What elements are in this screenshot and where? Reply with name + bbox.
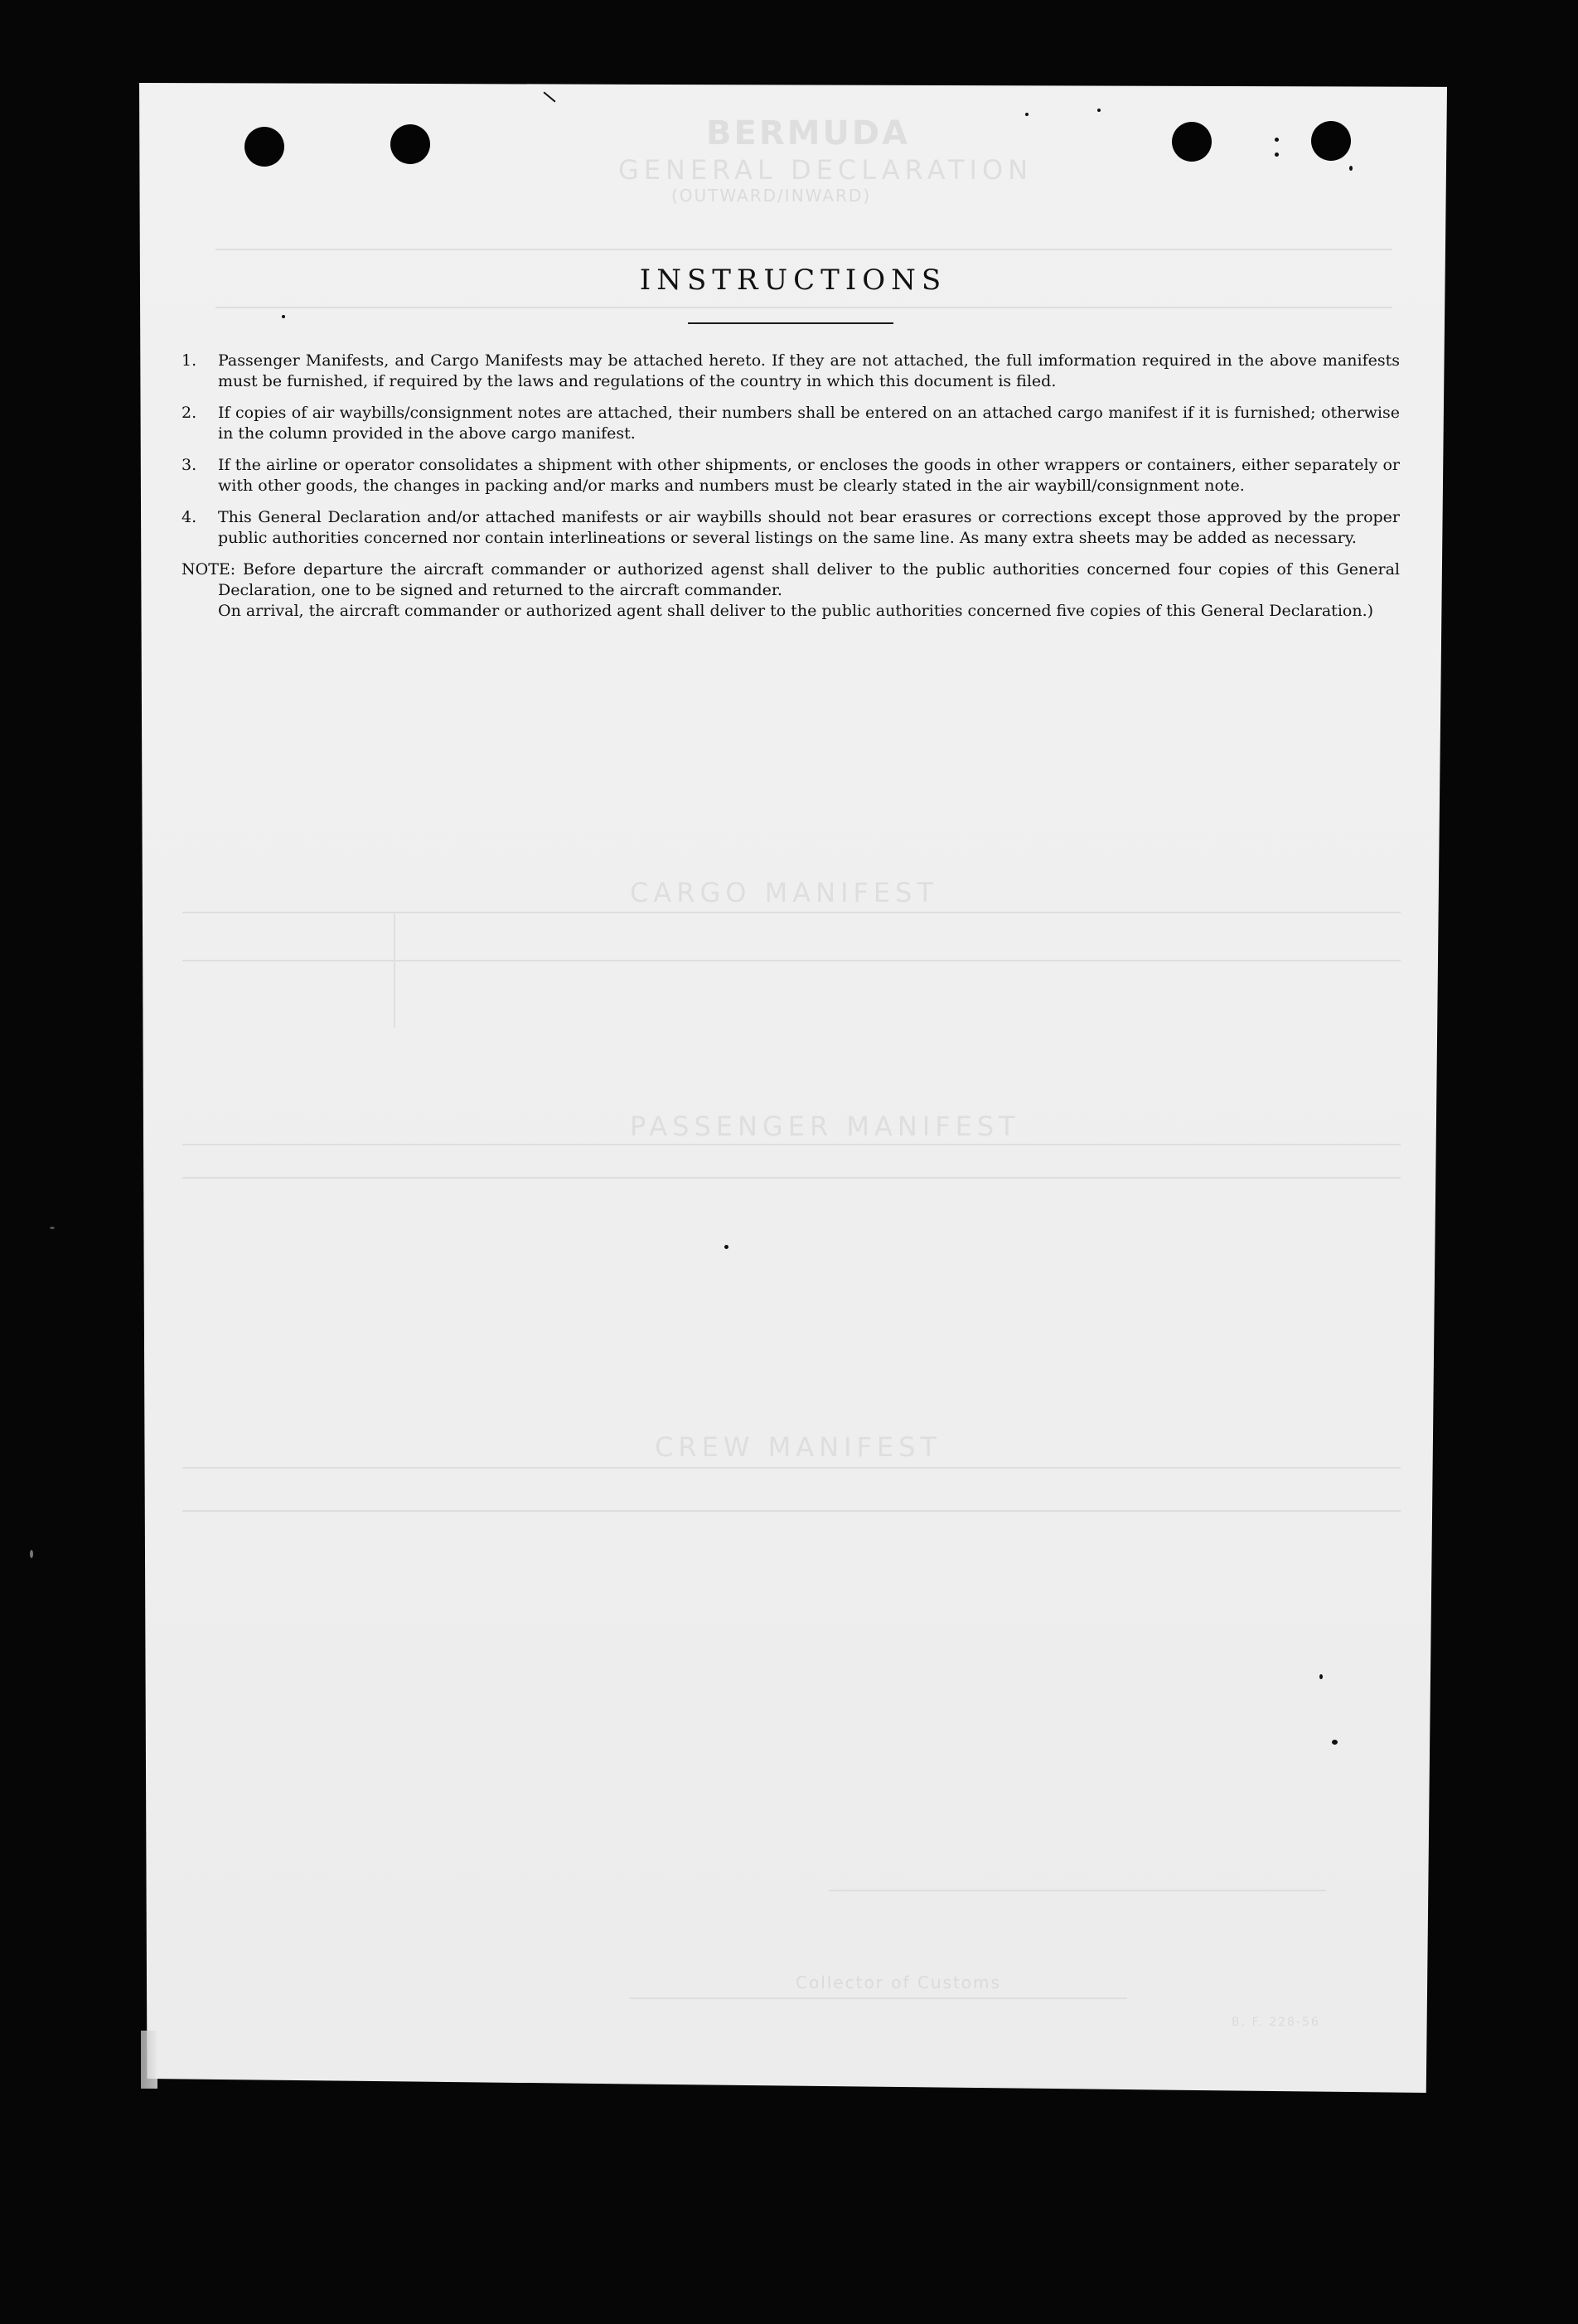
show-through-rule [630,1997,1127,1999]
instruction-number: 2. [182,404,197,422]
note-arrival [182,601,1400,622]
scan-speck [1275,138,1279,142]
note-departure-text: Before departure the aircraft commander or authorized agenst shall deliver to the public authorities concerned four copies of this General Declaration, one to be signed and returned to the aircraft commander. [218,560,1400,599]
instruction-number: 3. [182,456,197,474]
show-through-cargo-heading: CARGO MANIFEST [630,877,938,908]
show-through-direction: (OUTWARD/INWARD) [671,186,872,206]
scan-speck [1275,153,1279,157]
show-through-rule [182,1467,1401,1469]
page-edge [141,2031,157,2089]
show-through-subheading: GENERAL DECLARATION [618,154,1033,186]
show-through-column [394,912,395,1028]
show-through-crew-heading: CREW MANIFEST [655,1431,941,1463]
show-through-rule [215,249,1392,250]
scan-speck [1025,113,1029,116]
instruction-item [182,403,1400,444]
show-through-rule [182,960,1401,961]
instruction-number: 1. [182,351,197,370]
show-through-heading: BERMUDA [706,114,911,153]
scan-speck [1349,166,1353,171]
scan-speck [724,1245,728,1249]
show-through-rule [182,912,1401,913]
instruction-item [182,507,1400,549]
note-label: NOTE: [182,560,236,579]
instructions-list [182,351,1400,622]
instruction-text: If the airline or operator consolidates a shipment with other shipments, or encloses the goods in other wrappers or containers, either separately or with other goods, the changes in packing and/or marks and numbers must be clearly stated in the air waybill/consignment note. [218,456,1400,495]
scan-speck [1097,109,1101,112]
show-through-form-number: B. F. 228-56 [1232,2016,1320,2029]
instruction-text: Passenger Manifests, and Cargo Manifests may be attached hereto. If they are not attached, the full imformation required in the above manifests must be furnished, if required by the laws and regulations of the country in which this document is filed. [218,351,1400,390]
instruction-text: This General Declaration and/or attached manifests or air waybills should not bear erasures or corrections except those approved by the proper public authorities concerned nor contain interlineations or several listings on the same line. As many extra sheets may be added as necessary. [218,508,1400,547]
show-through-rule [215,307,1392,308]
instruction-item [182,455,1400,496]
scan-speck [50,1227,55,1229]
title-underline [688,322,893,324]
scan-speck [1332,1740,1338,1745]
show-through-rule [182,1177,1401,1179]
show-through-rule [182,1144,1401,1145]
punch-hole-2 [390,124,430,164]
instruction-text: If copies of air waybills/consignment notes are attached, their numbers shall be entered on an attached cargo manifest if it is furnished; otherwise in the column provided in the above cargo manifest. [218,404,1400,443]
show-through-rule [829,1890,1326,1891]
page-title: INSTRUCTIONS [639,264,947,297]
punch-hole-4 [1311,121,1351,161]
note-arrival-text: On arrival, the aircraft commander or authorized agent shall deliver to the public authorities concerned five copies of this General Declaration.) [218,602,1374,620]
show-through-rule [182,1510,1401,1512]
instruction-item [182,351,1400,392]
show-through-passenger-heading: PASSENGER MANIFEST [630,1111,1020,1142]
scan-speck [282,315,285,318]
punch-hole-3 [1172,122,1212,162]
punch-hole-1 [244,127,284,167]
scan-speck [1319,1674,1323,1679]
instruction-number: 4. [182,508,197,526]
show-through-collector-line: Collector of Customs [796,1973,1001,1992]
note-departure [182,559,1400,601]
scan-speck [30,1550,33,1558]
